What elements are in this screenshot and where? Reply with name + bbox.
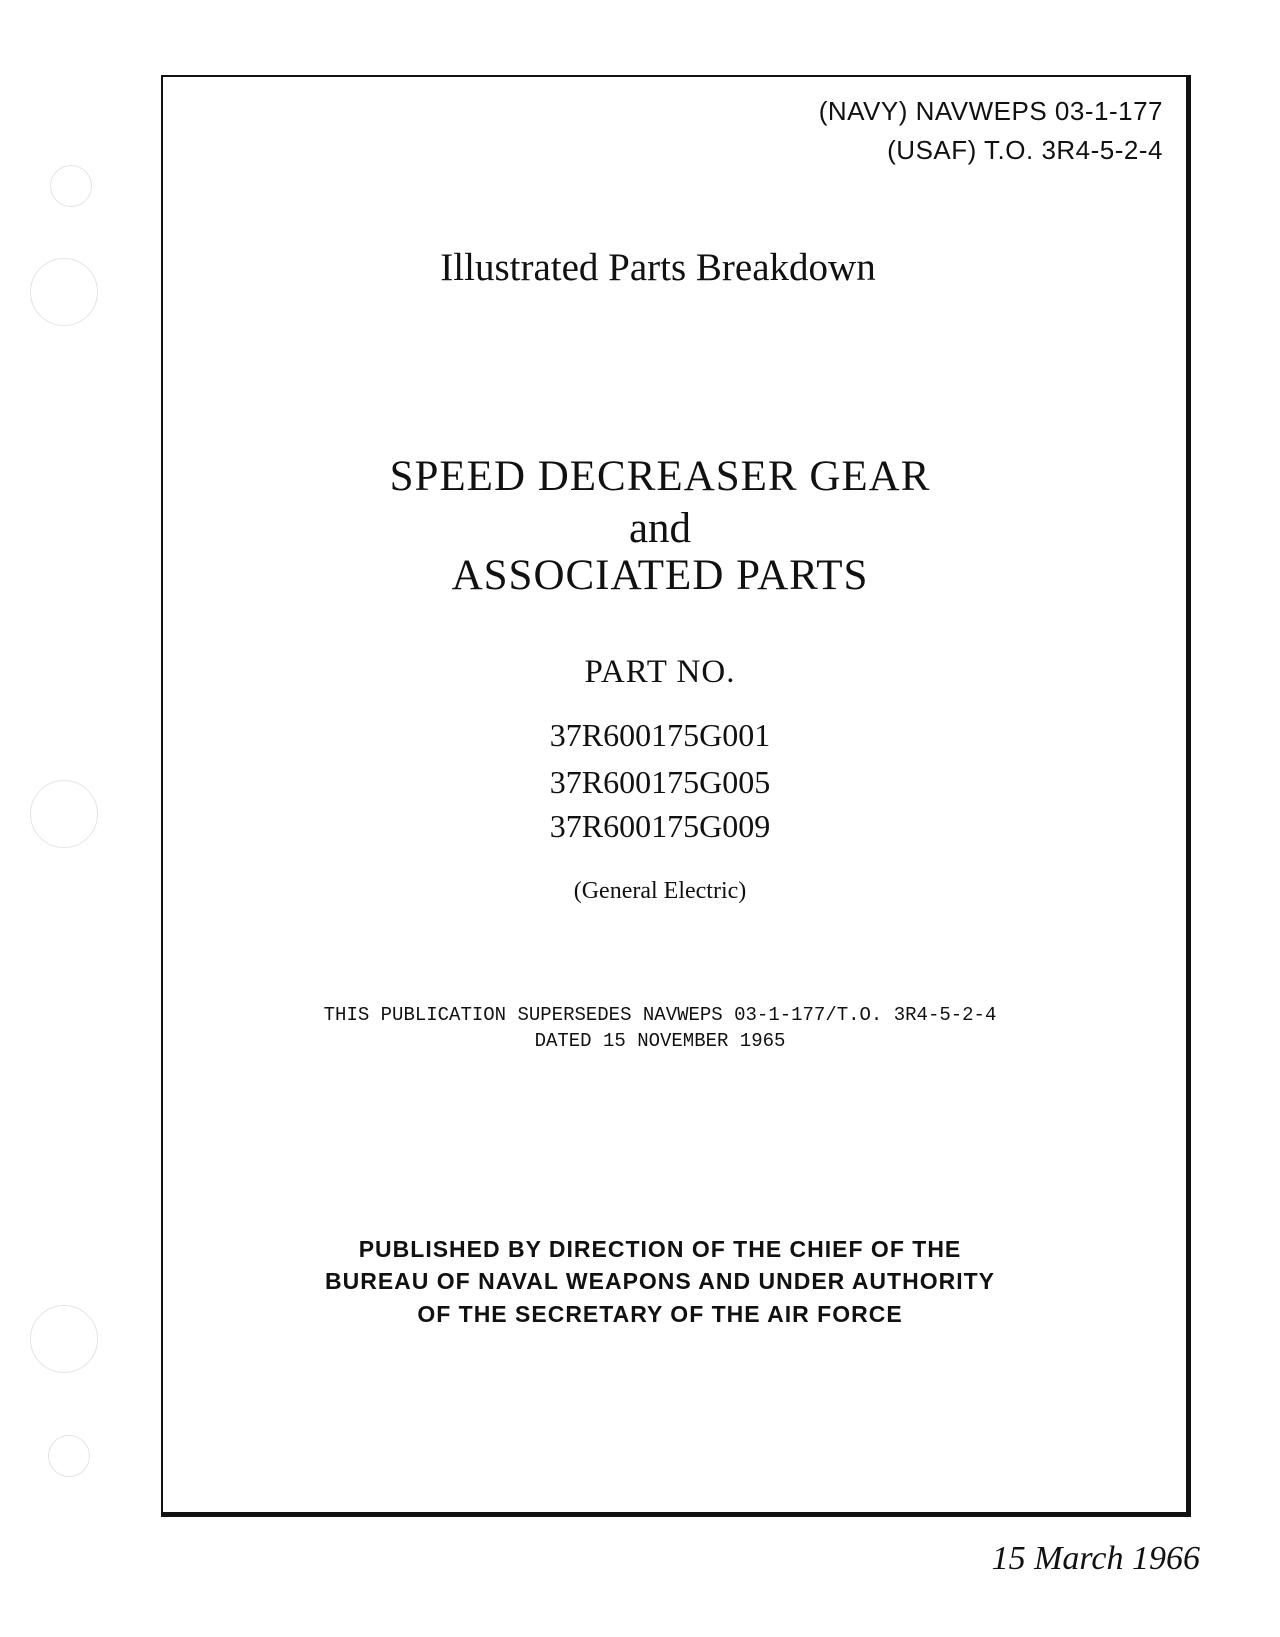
part-number: 37R600175G001 (549, 717, 771, 753)
part-number: 37R600175G009 (549, 808, 771, 844)
supersedes-line-1: THIS PUBLICATION SUPERSEDES NAVWEPS 03-1-177/T.O. 3R4-5-2-4 (323, 1004, 997, 1026)
publication-date: 15 March 1966 (991, 1540, 1200, 1577)
title-line-3: ASSOCIATED PARTS (451, 552, 869, 599)
punch-hole (50, 165, 92, 207)
title-line-1: SPEED DECREASER GEAR (389, 453, 931, 500)
authority-line-1: PUBLISHED BY DIRECTION OF THE CHIEF OF THE (358, 1236, 962, 1262)
title-line-2: and (628, 505, 692, 552)
supersedes-line-2: DATED 15 NOVEMBER 1965 (534, 1030, 786, 1052)
part-no-label: PART NO. (584, 654, 736, 690)
punch-hole (48, 1435, 90, 1477)
usaf-publication-number: (USAF) T.O. 3R4-5-2-4 (887, 135, 1163, 165)
manufacturer: (General Electric) (573, 878, 747, 904)
authority-line-3: OF THE SECRETARY OF THE AIR FORCE (417, 1301, 903, 1327)
document-type: Illustrated Parts Breakdown (440, 246, 876, 289)
navy-publication-number: (NAVY) NAVWEPS 03-1-177 (818, 96, 1163, 126)
part-number: 37R600175G005 (549, 764, 771, 800)
authority-line-2: BUREAU OF NAVAL WEAPONS AND UNDER AUTHORITY (325, 1268, 995, 1294)
